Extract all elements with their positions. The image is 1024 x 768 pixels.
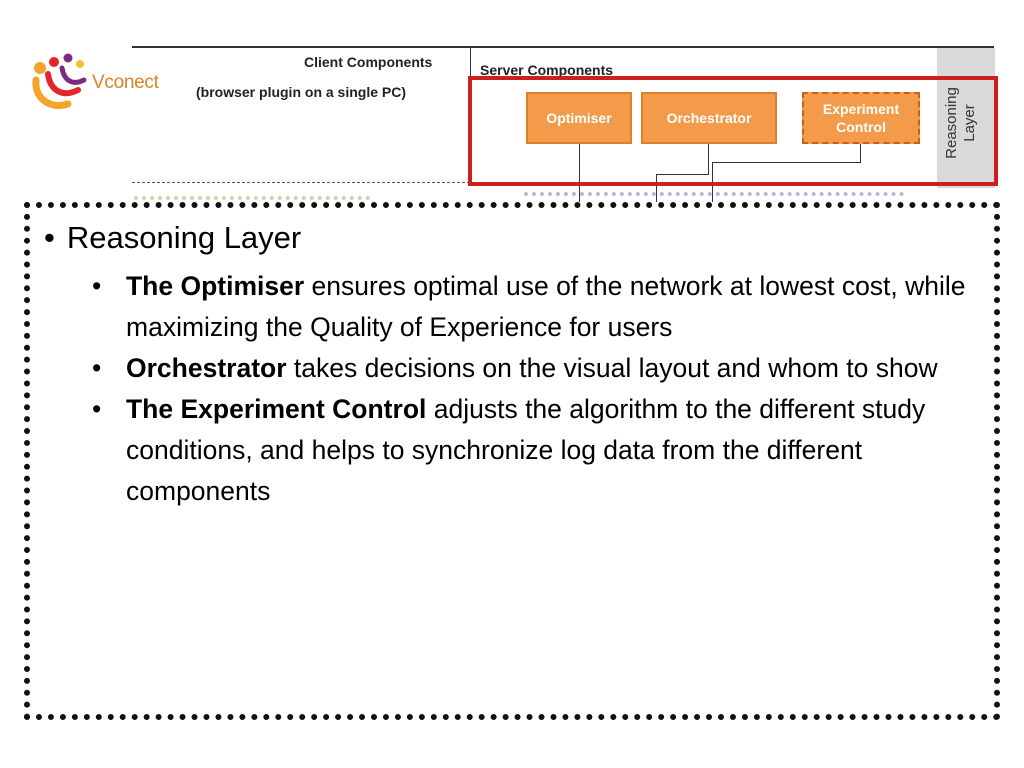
- bullet-glyph: •: [92, 353, 102, 383]
- reasoning-layer-label: Reasoning Layer: [943, 87, 978, 159]
- item-description: takes decisions on the visual layout and whom to show: [286, 353, 938, 383]
- client-dashed-separator: [132, 182, 470, 183]
- optimiser-box: Optimiser: [526, 92, 632, 144]
- list-item-experiment-control: [92, 389, 992, 512]
- vconect-people-logo-icon: [28, 50, 92, 112]
- reasoning-layer-highlight: [468, 76, 998, 186]
- diagram-top-line: [132, 46, 994, 48]
- main-bullet: [44, 220, 301, 256]
- server-dotted-strip: [524, 192, 904, 200]
- list-item-orchestrator: [92, 348, 992, 389]
- item-description: ensures optimal use of the network at lowest cost, while maximizing the Quality of Experience for users: [126, 271, 966, 342]
- component-list: [92, 266, 992, 512]
- bullet-glyph: •: [92, 271, 102, 301]
- server-components-title: Server Components: [480, 62, 614, 78]
- content-box: [24, 202, 1000, 720]
- item-description: adjusts the algorithm to the different study conditions, and helps to synchronize log data from the different components: [126, 394, 926, 506]
- diagram-column-divider: [470, 46, 471, 80]
- reasoning-layer-heading: Reasoning Layer: [66, 220, 302, 255]
- architecture-diagram: [120, 40, 1000, 210]
- logo-text: Vconect: [92, 72, 159, 93]
- orchestrator-box: Orchestrator: [641, 92, 777, 144]
- client-components-subtitle: (browser plugin on a single PC): [196, 84, 407, 100]
- experiment-control-box: Experiment Control: [802, 92, 920, 144]
- item-term: The Optimiser: [126, 271, 305, 301]
- bullet-glyph: •: [92, 394, 102, 424]
- item-term: Orchestrator: [126, 353, 287, 383]
- item-term: The Experiment Control: [126, 394, 427, 424]
- client-components-title: Client Components: [304, 54, 433, 70]
- list-item-optimiser: [92, 266, 992, 348]
- bullet-glyph: •: [44, 220, 55, 255]
